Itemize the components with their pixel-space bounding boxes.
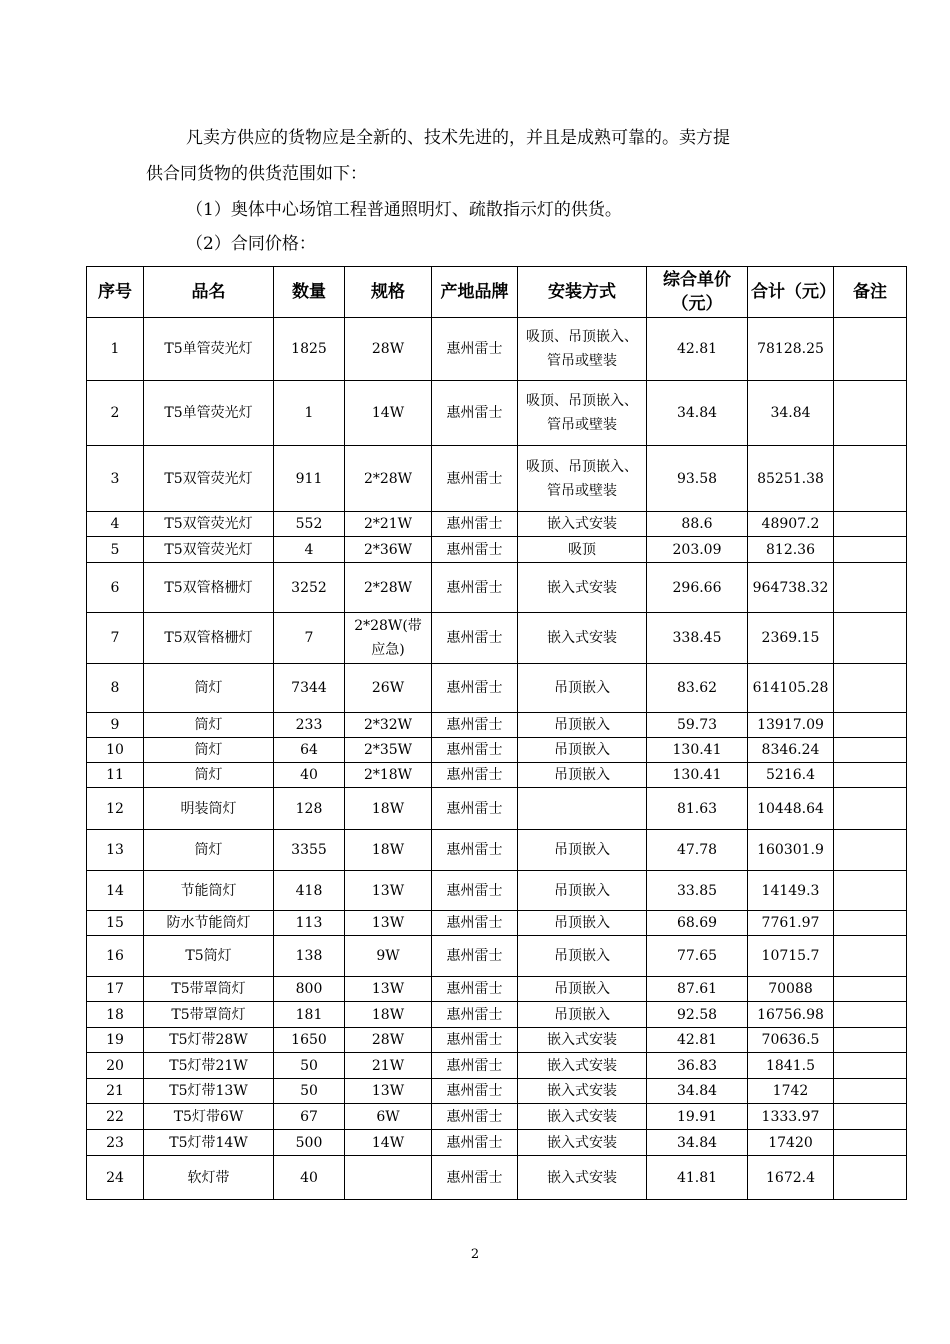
table-cell: 6W — [345, 1104, 432, 1130]
table-cell: 1 — [87, 318, 144, 381]
table-cell: 41.81 — [647, 1156, 748, 1200]
table-cell: 77.65 — [647, 936, 748, 977]
table-cell: 4 — [274, 537, 345, 563]
table-cell: 68.69 — [647, 911, 748, 936]
table-cell: 21W — [345, 1053, 432, 1079]
table-cell: 15 — [87, 911, 144, 936]
table-cell: 64 — [274, 738, 345, 763]
table-cell: 9W — [345, 936, 432, 977]
table-cell: 嵌入式安装 — [518, 1079, 647, 1104]
table-cell: 惠州雷士 — [432, 936, 518, 977]
table-cell: 防水节能筒灯 — [144, 911, 274, 936]
table-row — [87, 763, 907, 788]
table-cell: T5灯带14W — [144, 1130, 274, 1156]
table-cell: 296.66 — [647, 563, 748, 613]
table-cell: 吊顶嵌入 — [518, 664, 647, 713]
table-cell: 28W — [345, 1028, 432, 1053]
table-cell: 惠州雷士 — [432, 537, 518, 563]
table-cell: 21 — [87, 1079, 144, 1104]
table-row — [87, 537, 907, 563]
table-cell: 34.84 — [647, 1130, 748, 1156]
table-cell: 惠州雷士 — [432, 1104, 518, 1130]
table-row — [87, 871, 907, 911]
table-row — [87, 1104, 907, 1130]
table-cell: 10 — [87, 738, 144, 763]
table-cell: 惠州雷士 — [432, 512, 518, 537]
table-cell: 吸顶 — [518, 537, 647, 563]
table-cell: 明装筒灯 — [144, 788, 274, 830]
table-row — [87, 1079, 907, 1104]
table-cell: 18W — [345, 830, 432, 871]
table-cell: 16 — [87, 936, 144, 977]
table-cell — [834, 788, 907, 830]
table-cell: 42.81 — [647, 318, 748, 381]
price-table — [86, 266, 907, 1200]
table-cell: 嵌入式安装 — [518, 1028, 647, 1053]
table-row — [87, 563, 907, 613]
table-cell: T5带罩筒灯 — [144, 977, 274, 1002]
table-cell: 1650 — [274, 1028, 345, 1053]
scope-item-1: （1）奥体中心场馆工程普通照明灯、疏散指示灯的供货。 — [186, 200, 622, 220]
table-row — [87, 830, 907, 871]
table-cell: 92.58 — [647, 1002, 748, 1028]
table-cell: 13W — [345, 977, 432, 1002]
table-cell: 2*28W(带应急) — [345, 613, 432, 664]
table-cell: T5双管格栅灯 — [144, 613, 274, 664]
table-cell — [834, 1130, 907, 1156]
table-cell: 81.63 — [647, 788, 748, 830]
table-cell: 47.78 — [647, 830, 748, 871]
table-cell: 筒灯 — [144, 738, 274, 763]
table-cell: 惠州雷士 — [432, 1028, 518, 1053]
header-cell: 综合单价（元） — [647, 267, 748, 318]
table-cell: T5灯带21W — [144, 1053, 274, 1079]
table-cell: 812.36 — [748, 537, 834, 563]
table-cell: 233 — [274, 713, 345, 738]
table-cell: 1841.5 — [748, 1053, 834, 1079]
table-cell: 惠州雷士 — [432, 713, 518, 738]
table-cell: 13W — [345, 1079, 432, 1104]
table-cell: 3 — [87, 446, 144, 512]
table-cell: 13W — [345, 911, 432, 936]
table-cell: 7 — [87, 613, 144, 664]
table-cell: T5双管荧光灯 — [144, 537, 274, 563]
header-cell: 备注 — [834, 267, 907, 318]
table-cell — [834, 738, 907, 763]
table-cell: T5筒灯 — [144, 936, 274, 977]
table-cell: 吊顶嵌入 — [518, 713, 647, 738]
table-cell: 嵌入式安装 — [518, 563, 647, 613]
table-cell: 26W — [345, 664, 432, 713]
table-cell: 2*28W — [345, 563, 432, 613]
table-cell — [834, 1104, 907, 1130]
header-cell: 合计（元） — [748, 267, 834, 318]
table-cell: 惠州雷士 — [432, 318, 518, 381]
table-cell: 93.58 — [647, 446, 748, 512]
table-cell: 吊顶嵌入 — [518, 1002, 647, 1028]
table-cell: 6 — [87, 563, 144, 613]
table-cell: 40 — [274, 1156, 345, 1200]
table-cell: 40 — [274, 763, 345, 788]
table-cell: 113 — [274, 911, 345, 936]
header-cell: 产地品牌 — [432, 267, 518, 318]
table-cell: 28W — [345, 318, 432, 381]
table-row — [87, 613, 907, 664]
table-cell — [834, 911, 907, 936]
table-cell: 吊顶嵌入 — [518, 977, 647, 1002]
table-cell — [834, 977, 907, 1002]
table-row — [87, 664, 907, 713]
table-cell: 964738.32 — [748, 563, 834, 613]
table-cell: 42.81 — [647, 1028, 748, 1053]
header-cell: 安装方式 — [518, 267, 647, 318]
table-cell: 嵌入式安装 — [518, 1104, 647, 1130]
table-cell: 嵌入式安装 — [518, 1130, 647, 1156]
table-cell: 筒灯 — [144, 763, 274, 788]
table-row — [87, 446, 907, 512]
table-cell: T5灯带13W — [144, 1079, 274, 1104]
table-row — [87, 788, 907, 830]
table-cell: 4 — [87, 512, 144, 537]
table-cell: 8 — [87, 664, 144, 713]
table-cell: 5 — [87, 537, 144, 563]
table-cell: 吊顶嵌入 — [518, 738, 647, 763]
table-body — [87, 318, 907, 1200]
table-cell: 7761.97 — [748, 911, 834, 936]
table-row — [87, 911, 907, 936]
table-row — [87, 713, 907, 738]
table-cell: 惠州雷士 — [432, 613, 518, 664]
table-cell: 筒灯 — [144, 830, 274, 871]
table-cell: 惠州雷士 — [432, 1053, 518, 1079]
table-cell: 418 — [274, 871, 345, 911]
table-row — [87, 381, 907, 446]
table-cell: 18 — [87, 1002, 144, 1028]
table-cell — [834, 1002, 907, 1028]
table-cell: 1672.4 — [748, 1156, 834, 1200]
table-cell: 3355 — [274, 830, 345, 871]
table-cell: 吊顶嵌入 — [518, 871, 647, 911]
table-cell: 惠州雷士 — [432, 830, 518, 871]
table-cell: T5双管荧光灯 — [144, 446, 274, 512]
table-cell: 节能筒灯 — [144, 871, 274, 911]
table-cell: 筒灯 — [144, 664, 274, 713]
table-cell: 惠州雷士 — [432, 977, 518, 1002]
intro-line-1: 凡卖方供应的货物应是全新的、技术先进的，并且是成熟可靠的。卖方提 — [186, 128, 730, 148]
table-cell: 2*32W — [345, 713, 432, 738]
table-cell: 14149.3 — [748, 871, 834, 911]
table-cell: 138 — [274, 936, 345, 977]
table-cell: 11 — [87, 763, 144, 788]
table-cell: T5单管荧光灯 — [144, 318, 274, 381]
table-cell: T5双管荧光灯 — [144, 512, 274, 537]
table-cell: 338.45 — [647, 613, 748, 664]
table-cell: 17 — [87, 977, 144, 1002]
scope-item-2: （2）合同价格： — [186, 234, 316, 254]
table-cell: 吊顶嵌入 — [518, 911, 647, 936]
table-cell: 1825 — [274, 318, 345, 381]
table-cell: 67 — [274, 1104, 345, 1130]
table-cell: 83.62 — [647, 664, 748, 713]
table-cell: 2*35W — [345, 738, 432, 763]
table-cell: 惠州雷士 — [432, 664, 518, 713]
table-cell: 2*18W — [345, 763, 432, 788]
table-cell: 34.84 — [647, 381, 748, 446]
table-row — [87, 1028, 907, 1053]
table-cell — [834, 1156, 907, 1200]
table-cell: T5灯带6W — [144, 1104, 274, 1130]
intro-line-2: 供合同货物的供货范围如下： — [146, 164, 367, 184]
table-cell: 70088 — [748, 977, 834, 1002]
table-cell — [345, 1156, 432, 1200]
table-cell: 50 — [274, 1053, 345, 1079]
table-row — [87, 1053, 907, 1079]
table-cell — [834, 763, 907, 788]
table-cell: 552 — [274, 512, 345, 537]
table-cell: 惠州雷士 — [432, 1130, 518, 1156]
table-cell: 500 — [274, 1130, 345, 1156]
table-cell: 嵌入式安装 — [518, 1156, 647, 1200]
table-row — [87, 512, 907, 537]
table-cell: 2*36W — [345, 537, 432, 563]
table-cell — [834, 512, 907, 537]
table-cell — [834, 664, 907, 713]
table-cell: 85251.38 — [748, 446, 834, 512]
table-cell — [834, 871, 907, 911]
table-cell — [834, 446, 907, 512]
table-cell: 18W — [345, 1002, 432, 1028]
table-cell: 130.41 — [647, 763, 748, 788]
table-cell: 34.84 — [748, 381, 834, 446]
table-cell: 惠州雷士 — [432, 1079, 518, 1104]
table-cell: 203.09 — [647, 537, 748, 563]
table-cell: 8346.24 — [748, 738, 834, 763]
table-cell: 吊顶嵌入 — [518, 763, 647, 788]
table-row — [87, 936, 907, 977]
table-row — [87, 1130, 907, 1156]
table-cell: 34.84 — [647, 1079, 748, 1104]
table-cell: 19 — [87, 1028, 144, 1053]
table-cell: 10448.64 — [748, 788, 834, 830]
table-cell: 惠州雷士 — [432, 871, 518, 911]
table-cell: 22 — [87, 1104, 144, 1130]
table-cell: 800 — [274, 977, 345, 1002]
table-cell: 惠州雷士 — [432, 1002, 518, 1028]
header-cell: 规格 — [345, 267, 432, 318]
table-cell: 23 — [87, 1130, 144, 1156]
table-cell — [834, 613, 907, 664]
table-cell: 128 — [274, 788, 345, 830]
table-cell: 5216.4 — [748, 763, 834, 788]
table-cell: 软灯带 — [144, 1156, 274, 1200]
table-row — [87, 1156, 907, 1200]
table-cell: 50 — [274, 1079, 345, 1104]
table-cell: 惠州雷士 — [432, 911, 518, 936]
table-cell: 惠州雷士 — [432, 381, 518, 446]
table-cell: 14W — [345, 1130, 432, 1156]
table-cell — [834, 318, 907, 381]
header-cell: 数量 — [274, 267, 345, 318]
table-cell: 70636.5 — [748, 1028, 834, 1053]
table-cell: 17420 — [748, 1130, 834, 1156]
table-cell: T5带罩筒灯 — [144, 1002, 274, 1028]
table-cell: 20 — [87, 1053, 144, 1079]
table-header-row — [87, 267, 907, 318]
table-cell: 7 — [274, 613, 345, 664]
table-cell: 181 — [274, 1002, 345, 1028]
table-cell: 1333.97 — [748, 1104, 834, 1130]
table-cell: 吸顶、吊顶嵌入、管吊或壁装 — [518, 318, 647, 381]
table-cell: 嵌入式安装 — [518, 1053, 647, 1079]
table-cell: 惠州雷士 — [432, 738, 518, 763]
table-cell: 2*21W — [345, 512, 432, 537]
table-cell: 88.6 — [647, 512, 748, 537]
table-cell — [834, 830, 907, 871]
table-cell: 2*28W — [345, 446, 432, 512]
table-cell: 911 — [274, 446, 345, 512]
table-cell: 吸顶、吊顶嵌入、管吊或壁装 — [518, 446, 647, 512]
table-cell: 59.73 — [647, 713, 748, 738]
table-cell — [834, 1053, 907, 1079]
table-cell: 3252 — [274, 563, 345, 613]
table-cell — [834, 713, 907, 738]
table-cell: 16756.98 — [748, 1002, 834, 1028]
table-cell: 2369.15 — [748, 613, 834, 664]
table-cell: 1742 — [748, 1079, 834, 1104]
table-cell: 33.85 — [647, 871, 748, 911]
table-row — [87, 318, 907, 381]
table-cell: T5双管格栅灯 — [144, 563, 274, 613]
table-cell: 130.41 — [647, 738, 748, 763]
table-cell: 惠州雷士 — [432, 1156, 518, 1200]
table-cell: 36.83 — [647, 1053, 748, 1079]
table-cell: 24 — [87, 1156, 144, 1200]
table-cell: 筒灯 — [144, 713, 274, 738]
header-cell: 序号 — [87, 267, 144, 318]
table-cell: 10715.7 — [748, 936, 834, 977]
table-cell: 1 — [274, 381, 345, 446]
table-cell — [834, 563, 907, 613]
table-cell: 13917.09 — [748, 713, 834, 738]
table-cell: 惠州雷士 — [432, 446, 518, 512]
table-cell: 惠州雷士 — [432, 763, 518, 788]
table-row — [87, 738, 907, 763]
page-number: 2 — [470, 1247, 480, 1262]
table-cell — [834, 381, 907, 446]
table-cell: T5单管荧光灯 — [144, 381, 274, 446]
table-cell: 614105.28 — [748, 664, 834, 713]
table-row — [87, 1002, 907, 1028]
table-cell: 12 — [87, 788, 144, 830]
table-cell: 7344 — [274, 664, 345, 713]
table-cell — [518, 788, 647, 830]
table-cell: 87.61 — [647, 977, 748, 1002]
table-cell: 吊顶嵌入 — [518, 936, 647, 977]
table-cell: 2 — [87, 381, 144, 446]
table-cell: 78128.25 — [748, 318, 834, 381]
table-cell: 14W — [345, 381, 432, 446]
table-cell: 9 — [87, 713, 144, 738]
table-cell: 19.91 — [647, 1104, 748, 1130]
table-cell: 13W — [345, 871, 432, 911]
table-cell: 吊顶嵌入 — [518, 830, 647, 871]
table-cell: 吸顶、吊顶嵌入、管吊或壁装 — [518, 381, 647, 446]
table-cell — [834, 1079, 907, 1104]
table-cell: 嵌入式安装 — [518, 512, 647, 537]
table-cell: 惠州雷士 — [432, 563, 518, 613]
table-cell — [834, 537, 907, 563]
table-cell: 13 — [87, 830, 144, 871]
table-cell — [834, 1028, 907, 1053]
table-cell: T5灯带28W — [144, 1028, 274, 1053]
header-cell: 品名 — [144, 267, 274, 318]
table-cell: 18W — [345, 788, 432, 830]
table-cell: 惠州雷士 — [432, 788, 518, 830]
table-cell: 48907.2 — [748, 512, 834, 537]
table-cell: 160301.9 — [748, 830, 834, 871]
table-cell: 嵌入式安装 — [518, 613, 647, 664]
table-row — [87, 977, 907, 1002]
table-cell — [834, 936, 907, 977]
table-cell: 14 — [87, 871, 144, 911]
